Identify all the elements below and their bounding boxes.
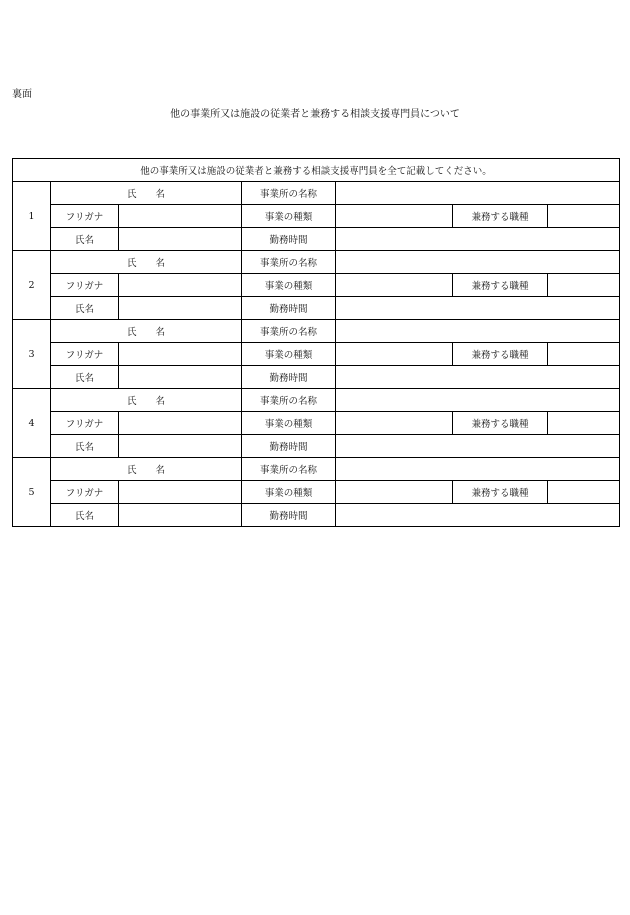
office-name-label: 事業所の名称 [242,458,336,481]
office-name-field[interactable] [336,389,620,412]
entry-row-furigana [13,412,620,435]
concurrent-job-label: 兼務する職種 [453,274,548,297]
business-type-field[interactable] [336,205,453,228]
work-hours-label: 勤務時間 [242,297,336,320]
entry-row-name-header [13,389,620,412]
business-type-field[interactable] [336,343,453,366]
name-header-label: 氏 名 [51,182,242,205]
name-field[interactable] [119,504,242,527]
office-name-label: 事業所の名称 [242,182,336,205]
furigana-field[interactable] [119,412,242,435]
name-label: 氏名 [51,504,119,527]
furigana-label: フリガナ [51,412,119,435]
entry-row-name [13,504,620,527]
work-hours-label: 勤務時間 [242,435,336,458]
furigana-label: フリガナ [51,205,119,228]
office-name-field[interactable] [336,251,620,274]
entry-number: 4 [13,389,51,458]
name-field[interactable] [119,228,242,251]
entry-number: 5 [13,458,51,527]
business-type-label: 事業の種類 [242,274,336,297]
name-field[interactable] [119,435,242,458]
work-hours-field[interactable] [336,228,620,251]
business-type-field[interactable] [336,412,453,435]
page-side-label: 裏面 [12,89,32,100]
entry-number: 3 [13,320,51,389]
name-label: 氏名 [51,366,119,389]
business-type-label: 事業の種類 [242,205,336,228]
entry-row-name-header [13,182,620,205]
entry-row-furigana [13,343,620,366]
concurrent-job-label: 兼務する職種 [453,205,548,228]
concurrent-job-field[interactable] [548,205,620,228]
office-name-label: 事業所の名称 [242,320,336,343]
business-type-label: 事業の種類 [242,343,336,366]
name-header-label: 氏 名 [51,251,242,274]
entry-row-name [13,228,620,251]
furigana-field[interactable] [119,205,242,228]
entry-row-name [13,435,620,458]
business-type-label: 事業の種類 [242,481,336,504]
concurrent-staff-table [12,158,620,527]
furigana-label: フリガナ [51,481,119,504]
office-name-label: 事業所の名称 [242,389,336,412]
name-header-label: 氏 名 [51,320,242,343]
business-type-field[interactable] [336,481,453,504]
entry-number: 1 [13,182,51,251]
entry-row-name-header [13,251,620,274]
entry-row-name-header [13,320,620,343]
work-hours-label: 勤務時間 [242,366,336,389]
office-name-field[interactable] [336,320,620,343]
work-hours-label: 勤務時間 [242,504,336,527]
name-header-label: 氏 名 [51,458,242,481]
table-header: 他の事業所又は施設の従業者と兼務する相談支援専門員を全て記載してください。 [13,159,620,182]
entry-row-name-header [13,458,620,481]
concurrent-job-label: 兼務する職種 [453,412,548,435]
page-title: 他の事業所又は施設の従業者と兼務する相談支援専門員について [170,109,460,120]
entry-row-furigana [13,205,620,228]
office-name-label: 事業所の名称 [242,251,336,274]
work-hours-label: 勤務時間 [242,228,336,251]
entry-row-name [13,366,620,389]
furigana-label: フリガナ [51,274,119,297]
office-name-field[interactable] [336,458,620,481]
name-field[interactable] [119,366,242,389]
furigana-field[interactable] [119,343,242,366]
name-header-label: 氏 名 [51,389,242,412]
furigana-label: フリガナ [51,343,119,366]
business-type-label: 事業の種類 [242,412,336,435]
business-type-field[interactable] [336,274,453,297]
concurrent-job-field[interactable] [548,274,620,297]
office-name-field[interactable] [336,182,620,205]
concurrent-job-label: 兼務する職種 [453,481,548,504]
entry-number: 2 [13,251,51,320]
entry-row-furigana [13,481,620,504]
work-hours-field[interactable] [336,297,620,320]
furigana-field[interactable] [119,274,242,297]
name-field[interactable] [119,297,242,320]
work-hours-field[interactable] [336,504,620,527]
concurrent-job-field[interactable] [548,412,620,435]
work-hours-field[interactable] [336,435,620,458]
name-label: 氏名 [51,435,119,458]
entry-row-name [13,297,620,320]
name-label: 氏名 [51,297,119,320]
concurrent-job-field[interactable] [548,343,620,366]
entry-row-furigana [13,274,620,297]
name-label: 氏名 [51,228,119,251]
furigana-field[interactable] [119,481,242,504]
concurrent-job-field[interactable] [548,481,620,504]
work-hours-field[interactable] [336,366,620,389]
concurrent-job-label: 兼務する職種 [453,343,548,366]
